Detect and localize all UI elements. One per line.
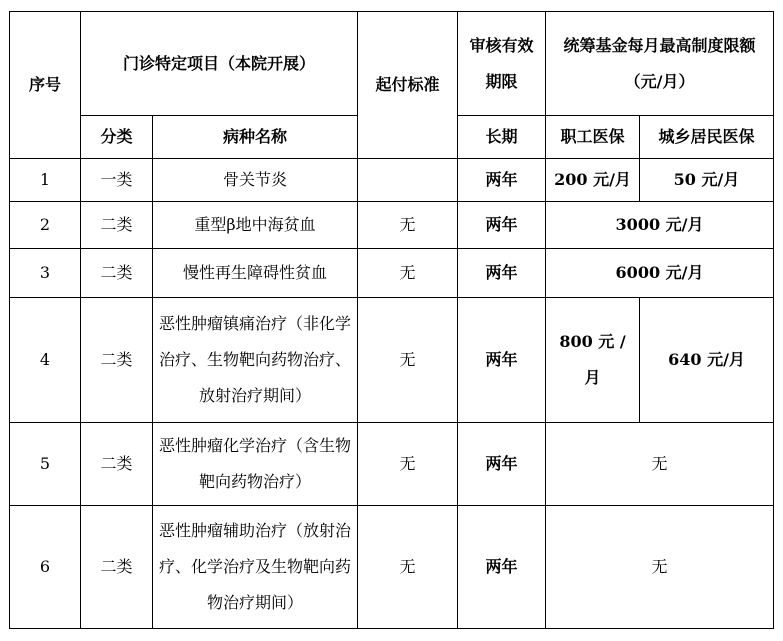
cell-quota: 无 xyxy=(546,506,774,629)
cell-period: 两年 xyxy=(458,423,546,506)
header-review-period: 审核有效期限 xyxy=(458,12,546,116)
cell-category: 二类 xyxy=(81,298,153,423)
cell-period: 两年 xyxy=(458,298,546,423)
cell-seq: 6 xyxy=(10,506,81,629)
cell-period: 两年 xyxy=(458,249,546,298)
header-disease-name: 病种名称 xyxy=(153,116,358,159)
cell-category: 二类 xyxy=(81,202,153,249)
table-row xyxy=(10,249,774,298)
cell-quota: 6000 元/月 xyxy=(546,249,774,298)
cell-seq: 5 xyxy=(10,423,81,506)
table-row xyxy=(10,159,774,202)
cell-period: 两年 xyxy=(458,506,546,629)
cell-resident: 50 元/月 xyxy=(640,159,774,202)
cell-category: 二类 xyxy=(81,423,153,506)
cell-disease: 恶性肿瘤辅助治疗（放射治疗、化学治疗及生物靶向药物治疗期间） xyxy=(153,506,358,629)
cell-period: 两年 xyxy=(458,159,546,202)
cell-period: 两年 xyxy=(458,202,546,249)
cell-threshold xyxy=(358,159,458,202)
cell-category: 二类 xyxy=(81,506,153,629)
cell-employee: 200 元/月 xyxy=(546,159,640,202)
table-row xyxy=(10,202,774,249)
cell-seq: 2 xyxy=(10,202,81,249)
header-resident: 城乡居民医保 xyxy=(640,116,774,159)
cell-quota: 无 xyxy=(546,423,774,506)
cell-threshold: 无 xyxy=(358,202,458,249)
header-category: 分类 xyxy=(81,116,153,159)
cell-employee: 800 元 /月 xyxy=(546,298,640,423)
header-threshold: 起付标准 xyxy=(358,12,458,159)
cell-disease: 恶性肿瘤化学治疗（含生物靶向药物治疗） xyxy=(153,423,358,506)
cell-disease: 重型β地中海贫血 xyxy=(153,202,358,249)
header-quota: 统筹基金每月最高制度限额（元/月） xyxy=(546,12,774,116)
header-seq: 序号 xyxy=(10,12,81,159)
cell-seq: 3 xyxy=(10,249,81,298)
cell-seq: 4 xyxy=(10,298,81,423)
medical-quota-table xyxy=(9,11,774,629)
cell-seq: 1 xyxy=(10,159,81,202)
cell-disease: 骨关节炎 xyxy=(153,159,358,202)
table-row xyxy=(10,298,774,423)
header-employee: 职工医保 xyxy=(546,116,640,159)
cell-threshold: 无 xyxy=(358,423,458,506)
cell-disease: 慢性再生障碍性贫血 xyxy=(153,249,358,298)
table-row xyxy=(10,506,774,629)
cell-threshold: 无 xyxy=(358,298,458,423)
cell-threshold: 无 xyxy=(358,506,458,629)
cell-category: 一类 xyxy=(81,159,153,202)
table-row xyxy=(10,423,774,506)
cell-resident: 640 元/月 xyxy=(640,298,774,423)
cell-threshold: 无 xyxy=(358,249,458,298)
cell-category: 二类 xyxy=(81,249,153,298)
cell-disease: 恶性肿瘤镇痛治疗（非化学治疗、生物靶向药物治疗、放射治疗期间） xyxy=(153,298,358,423)
cell-quota: 3000 元/月 xyxy=(546,202,774,249)
header-project: 门诊特定项目（本院开展） xyxy=(81,12,358,116)
header-long-term: 长期 xyxy=(458,116,546,159)
